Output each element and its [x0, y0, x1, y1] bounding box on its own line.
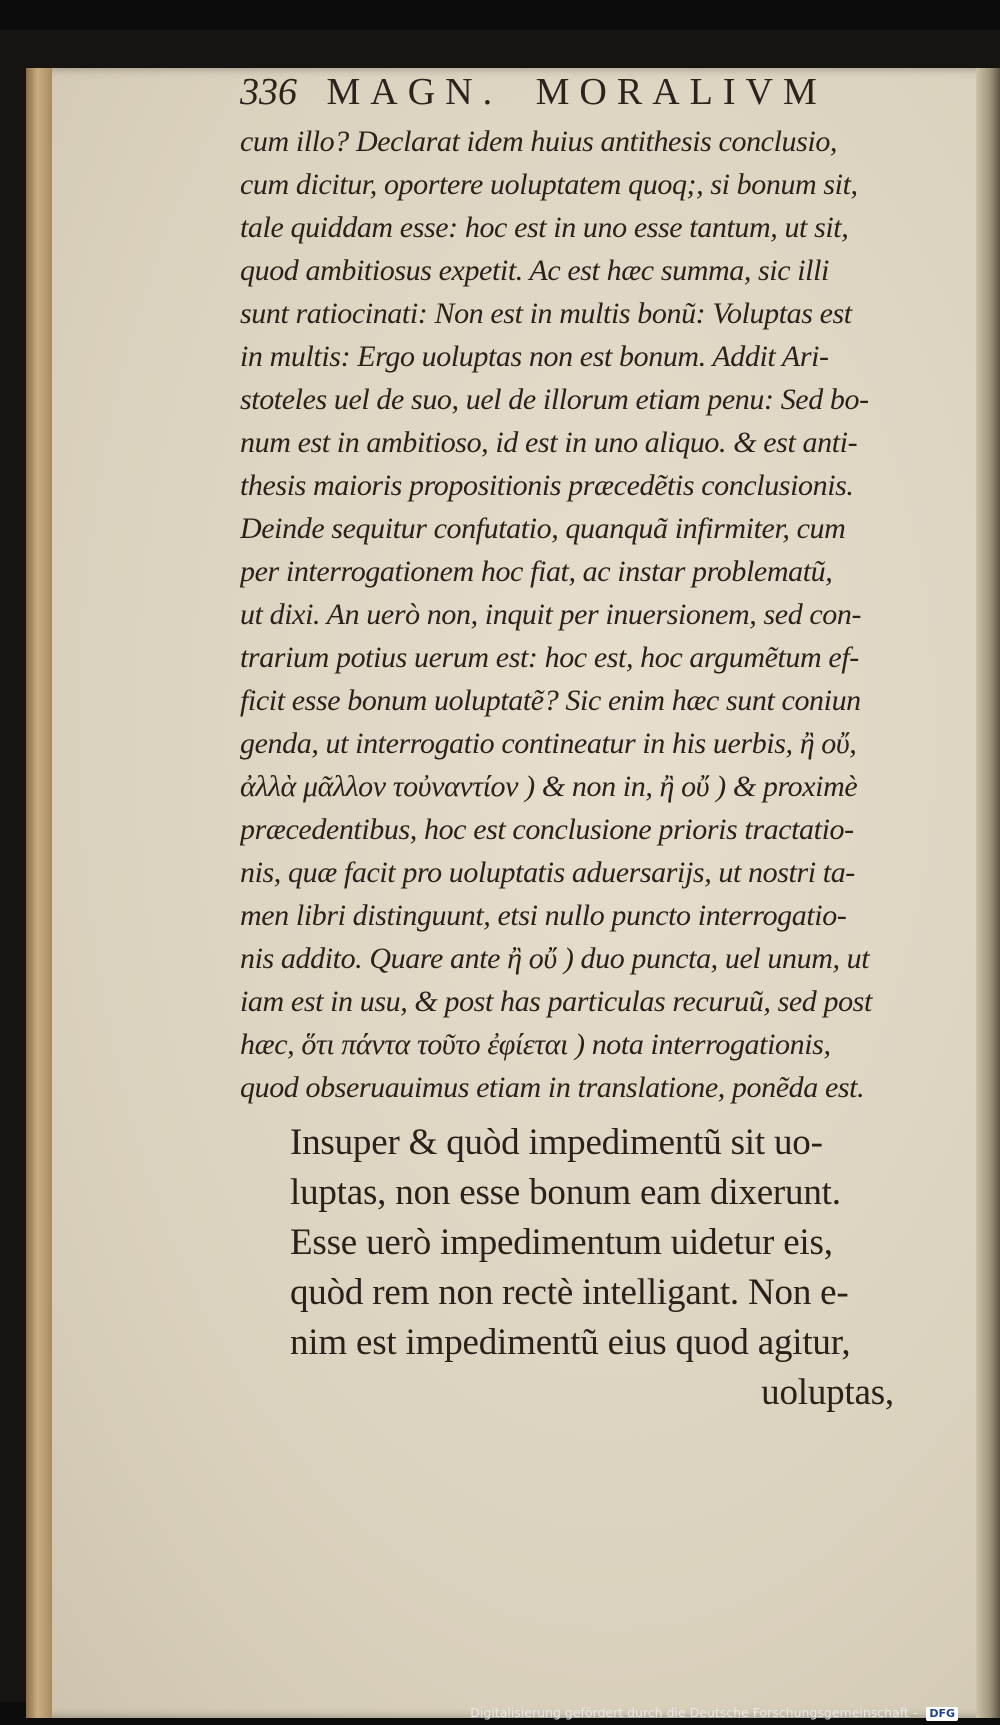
commentary-block [240, 120, 900, 1109]
commentary-line: ut dixi. An uerò non, inquit per inuersionem, sed con- [240, 598, 862, 631]
commentary-line: nis addito. Quare ante ἢ οὔ ) duo puncta, uel unum, ut [240, 942, 870, 975]
text-line: Insuper & quòd impedimentũ sit uo- [290, 1122, 823, 1163]
page-edge [976, 68, 1000, 1718]
commentary-line: ἀλλὰ μᾶλλον τοὐναντίον ) & non in, ἢ οὔ ) & proximè [240, 770, 858, 803]
running-title-part-2: MORALIVM [535, 71, 827, 113]
commentary-line: stoteles uel de suo, uel de illorum etiam penu: Sed bo- [240, 383, 869, 416]
commentary-line: in multis: Ergo uoluptas non est bonum. Addit Ari- [240, 340, 829, 373]
credit-text: Digitalisierung gefördert durch die Deutsche Forschungsgemeinschaft - [470, 1705, 918, 1720]
running-title-part-1: MAGN. [326, 71, 503, 113]
commentary-line: ficit esse bonum uoluptatẽ? Sic enim hæc sunt coniun [240, 684, 861, 717]
commentary-line: trarium potius uerum est: hoc est, hoc argumẽtum ef- [240, 641, 859, 674]
commentary-line: iam est in usu, & post has particulas recuruũ, sed post [240, 985, 872, 1018]
commentary-line: hæc, ὅτι πάντα τοῦτο ἐφίεται ) nota interrogationis, [240, 1028, 831, 1061]
main-text-block [290, 1118, 900, 1418]
digitization-credit [470, 1703, 958, 1723]
commentary-line: sunt ratiocinati: Non est in multis bonũ: Voluptas est [240, 297, 852, 330]
dfg-logo: DFG [926, 1707, 958, 1721]
commentary-line: quod obseruauimus etiam in translatione, ponẽda est. [240, 1071, 865, 1104]
commentary-line: quod ambitiosus expetit. Ac est hæc summa, sic illi [240, 254, 829, 287]
page-gutter [26, 68, 52, 1718]
text-line: Esse uerò impedimentum uidetur eis, [290, 1222, 833, 1263]
commentary-line: nis, quæ facit pro uoluptatis aduersarijs, ut nostri ta- [240, 856, 855, 889]
commentary-line: cum illo? Declarat idem huius antithesis conclusio, [240, 125, 838, 158]
commentary-line: Deinde sequitur confutatio, quanquã infirmiter, cum [240, 512, 846, 545]
commentary-line: genda, ut interrogatio contineatur in his uerbis, ἢ οὔ, [240, 727, 857, 760]
text-line: luptas, non esse bonum eam dixerunt. [290, 1172, 841, 1213]
commentary-line: cum dicitur, oportere uoluptatem quoq;, si bonum sit, [240, 168, 858, 201]
page-number: 336 [240, 71, 297, 113]
text-line: quòd rem non rectè intelligant. Non e- [290, 1272, 849, 1313]
commentary-line: num est in ambitioso, id est in uno aliquo. & est anti- [240, 426, 858, 459]
commentary-line: per interrogationem hoc fiat, ac instar problematũ, [240, 555, 833, 588]
commentary-line: tale quiddam esse: hoc est in uno esse tantum, ut sit, [240, 211, 849, 244]
commentary-line: men libri distinguunt, etsi nullo puncto interrogatio- [240, 899, 847, 932]
commentary-line: præcedentibus, hoc est conclusione prioris tractatio- [240, 813, 854, 846]
commentary-line: thesis maioris propositionis præcedẽtis conclusionis. [240, 469, 854, 502]
running-header [240, 70, 880, 114]
catchword: uoluptas, [761, 1372, 894, 1413]
text-line: nim est impedimentũ eius quod agitur, [290, 1322, 851, 1363]
